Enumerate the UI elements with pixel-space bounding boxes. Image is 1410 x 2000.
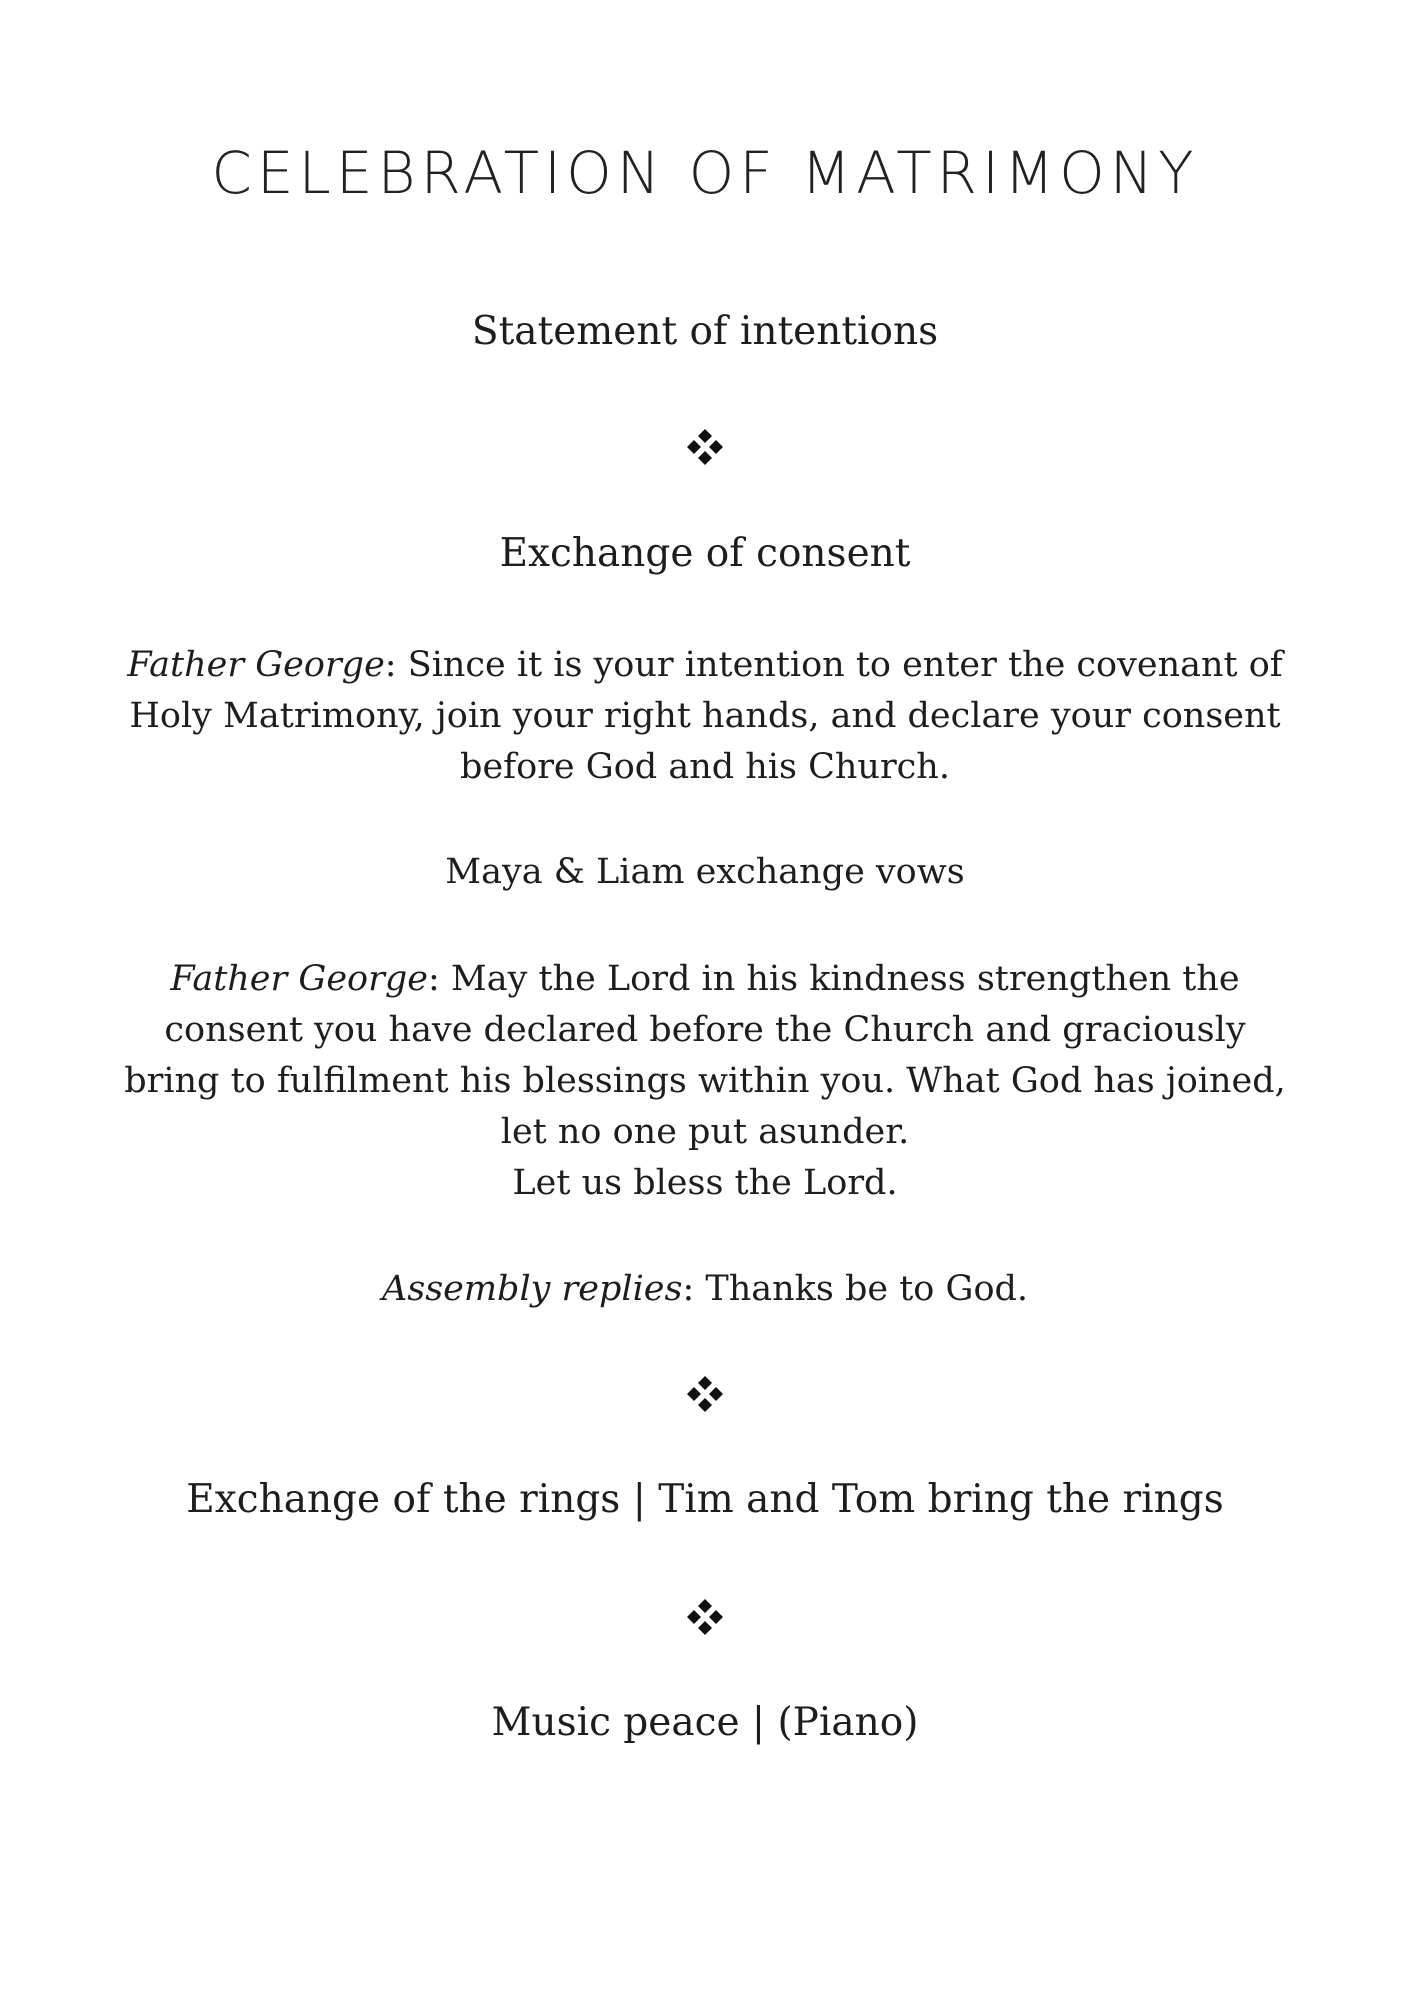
section-exchange-of-consent: Exchange of consent: [499, 531, 911, 576]
assembly-reply-line: [0, 1264, 1410, 1315]
paragraph-text: : May the Lord in his kindness strengthen the consent you have declared before the Church and graciously bring to fulfilment his blessings within you. What God has joined, let no one put asunder.: [124, 959, 1286, 1152]
ornament-icon: [682, 1597, 728, 1637]
reply-text: : Thanks be to God.: [682, 1269, 1029, 1309]
bless-the-lord-line: Let us bless the Lord.: [512, 1163, 898, 1203]
paragraph-text: : Since it is your intention to enter the covenant of Holy Matrimony, join your right hands, and declare your consent before God and his Church.: [129, 645, 1283, 787]
section-statement-of-intentions: Statement of intentions: [471, 309, 939, 354]
page-title: CELEBRATION OF MATRIMONY: [211, 139, 1199, 207]
ornament-icon: [682, 427, 728, 467]
speaker-name: Assembly replies: [381, 1269, 683, 1309]
ornament-icon: [682, 1374, 728, 1414]
vows-line: Maya & Liam exchange vows: [445, 852, 965, 892]
speaker-name: Father George: [127, 645, 385, 685]
section-exchange-of-rings: Exchange of the rings | Tim and Tom bring the rings: [186, 1477, 1224, 1522]
section-music-peace: Music peace | (Piano): [491, 1700, 919, 1745]
speaker-name: Father George: [170, 959, 428, 999]
priest-blessing-paragraph: [120, 954, 1290, 1158]
priest-consent-paragraph: [120, 640, 1290, 793]
